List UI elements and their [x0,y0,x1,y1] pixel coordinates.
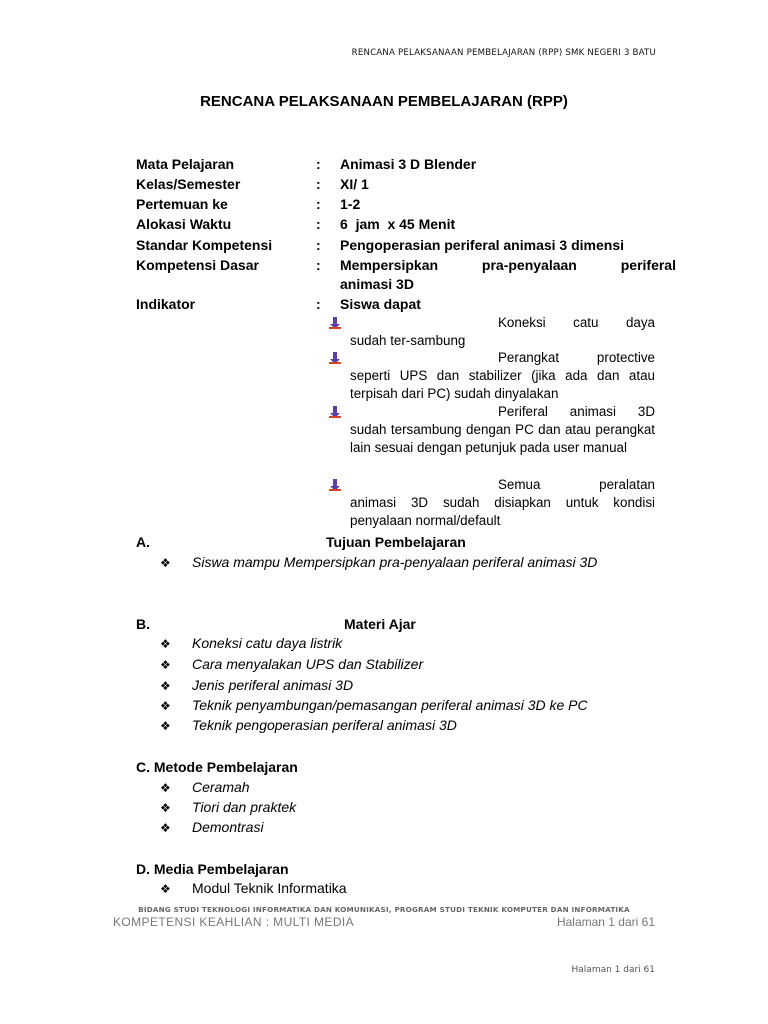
indicator-first-line: Semua peralatan [498,477,655,492]
section-title-materi: Materi Ajar [344,616,416,632]
list-item-text: Jenis periferal animasi 3D [192,677,354,693]
indicator-rest: sudah ter-sambung [350,333,466,348]
meta-value: XI/ 1 [340,176,369,192]
indicator-item [328,403,655,457]
meta-colon: : [316,156,321,172]
list-item [160,777,250,797]
list-item-text: Teknik penyambungan/pemasangan periferal animasi 3D ke PC [192,697,588,713]
section-heading-c [136,759,298,775]
meta-value: Mempersipkan pra-penyalaan periferal [340,257,676,273]
indicator-item [328,349,655,403]
section-letter-d: D. [136,861,150,877]
diamond-bullet-icon: ❖ [160,556,171,570]
list-item-text: Ceramah [192,779,250,795]
meta-colon: : [316,237,321,253]
meta-value: 1-2 [340,196,361,212]
meta-label: Alokasi Waktu [136,216,232,232]
page-number: Halaman 1 dari 61 [571,965,655,975]
meta-colon: : [316,216,321,232]
indicator-first-line: Perangkat protective [498,350,655,365]
diamond-bullet-icon: ❖ [160,637,171,651]
list-item-text: Teknik pengoperasian periferal animasi 3D [192,717,457,733]
meta-label: Kompetensi Dasar [136,257,259,273]
document-title: RENCANA PELAKSANAAN PEMBELAJARAN (RPP) [200,93,568,110]
indicator-first-line: Koneksi catu daya [498,315,655,330]
list-item-text: Siswa mampu Mempersipkan pra-penyalaan periferal animasi 3D [192,554,598,570]
meta-colon: : [316,296,321,312]
diamond-bullet-icon: ❖ [160,882,171,896]
diamond-bullet-icon: ❖ [160,801,171,815]
section-title-media: Media Pembelajaran [153,861,289,877]
indicator-first-line: Periferal animasi 3D [498,404,655,419]
list-item [160,797,296,817]
list-item [160,654,423,674]
section-title-metode: Metode Pembelajaran [153,759,298,775]
section-heading-d [136,861,289,877]
footer-program: BIDANG STUDI TEKNOLOGI INFORMATIKA DAN KOMUNIKASI, PROGRAM STUDI TEKNIK KOMPUTER DAN INFORMATIKA [138,905,630,914]
diamond-bullet-icon: ❖ [160,679,171,693]
meta-colon: : [316,257,321,273]
footer-competency: KOMPETENSI KEAHLIAN : MULTI MEDIA [113,915,355,929]
meta-label: Pertemuan ke [136,196,228,212]
section-title-tujuan: Tujuan Pembelajaran [326,534,466,550]
indicator-item [328,314,655,350]
diamond-bullet-icon: ❖ [160,719,171,733]
arrow-bullet-icon [328,478,342,492]
list-item-text: Modul Teknik Informatika [192,880,347,896]
list-item [160,817,264,837]
footer-page: Halaman 1 dari 61 [556,915,655,929]
meta-colon: : [316,196,321,212]
meta-label: Mata Pelajaran [136,156,235,172]
meta-value: 6 jam x 45 Menit [340,216,456,232]
meta-value: Animasi 3 D Blender [340,156,477,172]
indicator-item [328,476,655,530]
section-letter-b: B. [136,616,150,632]
diamond-bullet-icon: ❖ [160,699,171,713]
meta-label: Standar Kompetensi [136,237,273,253]
diamond-bullet-icon: ❖ [160,658,171,672]
running-header: RENCANA PELAKSANAAN PEMBELAJARAN (RPP) SMK NEGERI 3 BATU [351,48,656,58]
indicator-rest: animasi 3D sudah disiapkan untuk kondisi penyalaan normal/default [350,495,655,528]
diamond-bullet-icon: ❖ [160,781,171,795]
section-letter-a: A. [136,534,150,550]
indicator-rest: sudah tersambung dengan PC dan atau perangkat lain sesuai dengan petunjuk pada user manual [350,422,655,455]
section-letter-c: C. [136,759,150,775]
list-item [160,675,353,695]
list-item [160,878,347,898]
list-item [160,633,342,653]
list-item [160,715,457,735]
meta-value-line2: animasi 3D [340,276,414,292]
list-item [160,552,597,572]
meta-value: Siswa dapat [340,296,421,312]
meta-label: Indikator [136,296,196,312]
list-item-text: Tiori dan praktek [192,799,297,815]
indicator-rest: seperti UPS dan stabilizer (jika ada dan atau terpisah dari PC) sudah dinyalakan [350,368,655,401]
list-item-text: Koneksi catu daya listrik [192,635,343,651]
meta-value: Pengoperasian periferal animasi 3 dimensi [340,237,624,253]
diamond-bullet-icon: ❖ [160,821,171,835]
arrow-bullet-icon [328,316,342,330]
meta-label: Kelas/Semester [136,176,241,192]
list-item-text: Demontrasi [192,819,264,835]
list-item [160,695,588,715]
list-item-text: Cara menyalakan UPS dan Stabilizer [192,656,424,672]
arrow-bullet-icon [328,351,342,365]
meta-colon: : [316,176,321,192]
arrow-bullet-icon [328,405,342,419]
